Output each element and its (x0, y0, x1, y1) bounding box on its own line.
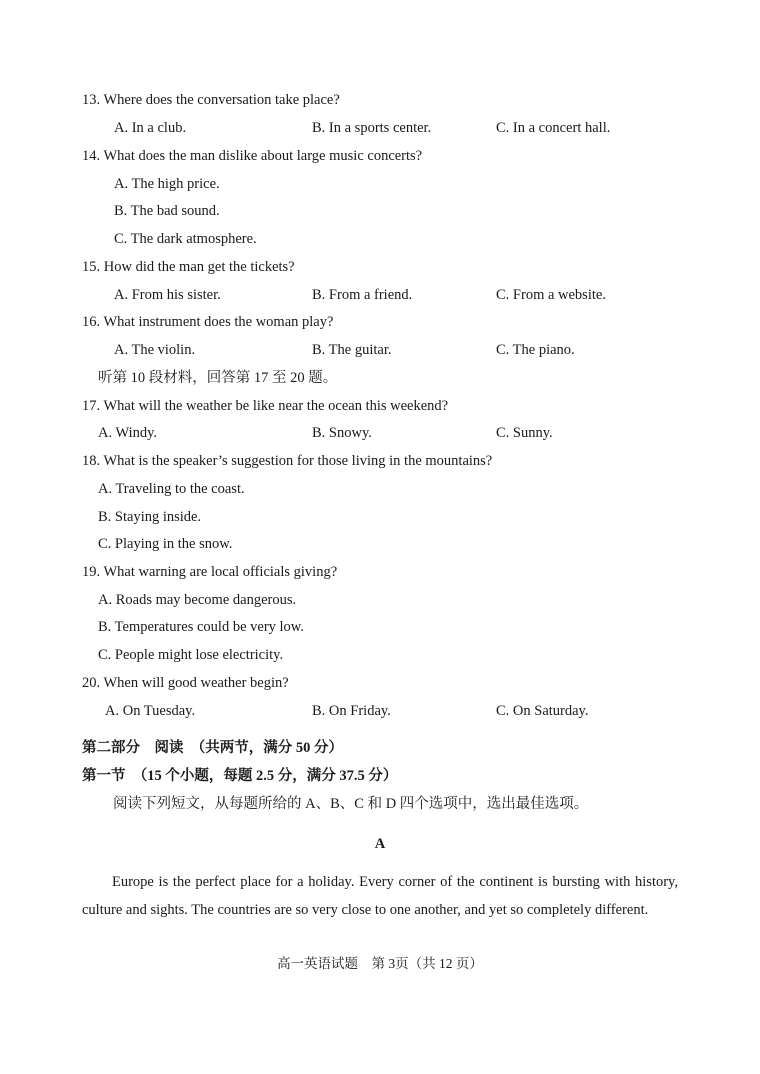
question-17-option-c: C. Sunny. (496, 425, 553, 441)
question-16-option-a: A. The violin. (114, 342, 196, 358)
reading-instruction: 阅读下列短文，从每题所给的 A、B、C 和 D 四个选项中，选出最佳选项。 (113, 796, 589, 812)
question-14-option-a: A. The high price. (114, 176, 220, 192)
question-20-option-b: B. On Friday. (312, 703, 391, 719)
page-footer: 高一英语试题 第 3页（共 12 页） (277, 956, 483, 971)
question-15-stem: 15. How did the man get the tickets? (82, 259, 295, 275)
passage-paragraph: Europe is the perfect place for a holiday. Every corner of the continent is bursting with history, culture and sights. The countries are so very close to one another, and yet so completely different. (82, 874, 678, 918)
question-13-stem: 13. Where does the conversation take place? (82, 92, 340, 108)
question-13-option-a: A. In a club. (114, 120, 187, 136)
question-20-stem: 20. When will good weather begin? (82, 675, 289, 691)
question-20-option-c: C. On Saturday. (496, 703, 589, 719)
question-15-option-a: A. From his sister. (114, 287, 221, 303)
question-16-stem: 16. What instrument does the woman play? (82, 314, 334, 330)
question-13-option-b: B. In a sports center. (312, 120, 432, 136)
question-18-stem: 18. What is the speaker’s suggestion for those living in the mountains? (82, 453, 493, 469)
question-19-option-c: C. People might lose electricity. (98, 647, 284, 663)
question-14-option-c: C. The dark atmosphere. (114, 231, 257, 247)
part-two-title: 第二部分 阅读 （共两节，满分 50 分） (82, 740, 343, 756)
question-16-option-c: C. The piano. (496, 342, 575, 358)
question-14-option-b: B. The bad sound. (114, 203, 220, 219)
question-16-option-b: B. The guitar. (312, 342, 392, 358)
question-14-stem: 14. What does the man dislike about large music concerts? (82, 148, 423, 164)
question-19-stem: 19. What warning are local officials giving? (82, 564, 338, 580)
question-19-option-a: A. Roads may become dangerous. (98, 592, 297, 608)
question-17-option-a: A. Windy. (98, 425, 158, 441)
passage-label: A (374, 836, 386, 852)
question-18-option-c: C. Playing in the snow. (98, 536, 233, 552)
section-one-title: 第一节 （15 个小题，每题 2.5 分，满分 37.5 分） (82, 768, 398, 784)
question-19-option-b: B. Temperatures could be very low. (98, 619, 304, 635)
question-17-stem: 17. What will the weather be like near the ocean this weekend? (82, 398, 449, 414)
question-15-option-c: C. From a website. (496, 287, 606, 303)
question-20-option-a: A. On Tuesday. (105, 703, 196, 719)
question-15-option-b: B. From a friend. (312, 287, 413, 303)
question-17-option-b: B. Snowy. (312, 425, 372, 441)
question-18-option-a: A. Traveling to the coast. (98, 481, 245, 497)
listening-instruction-10: 听第 10 段材料，回答第 17 至 20 题。 (98, 370, 338, 386)
question-18-option-b: B. Staying inside. (98, 509, 202, 525)
question-13-option-c: C. In a concert hall. (496, 120, 611, 136)
